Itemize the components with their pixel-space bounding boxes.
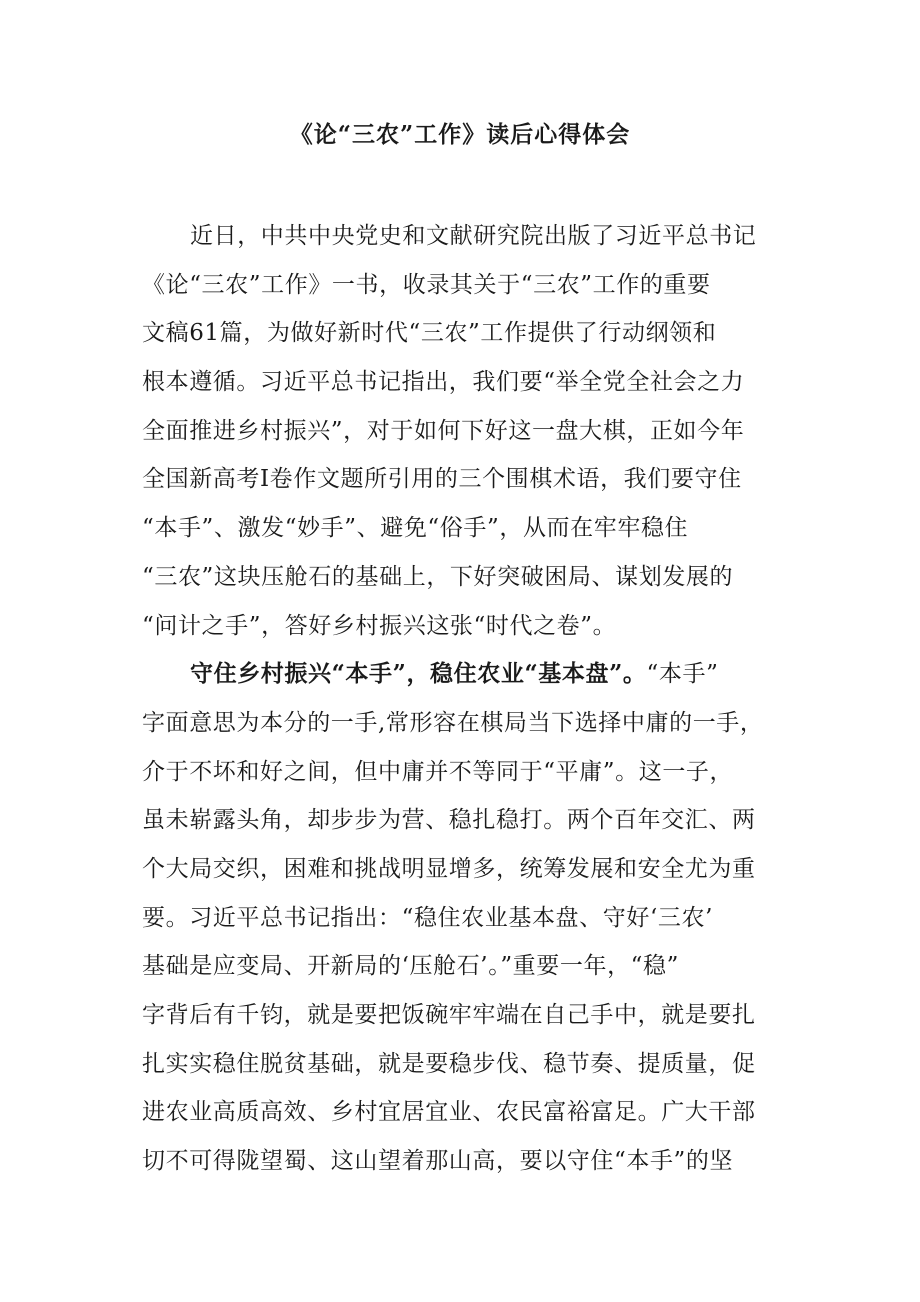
document-title: 《论“三农”工作》读后心得体会 <box>289 121 631 148</box>
text-line: 近日，中共中央党史和文献研究院出版了习近平总书记 <box>190 223 757 249</box>
text-line: 要。习近平总书记指出：“稳住农业基本盘、守好‘三农’ <box>142 904 713 931</box>
text-line: 个大局交织，困难和挑战明显增多，统筹发展和安全尤为重 <box>142 855 756 882</box>
text-line: “本手”、激发“妙手”、避免“俗手”，从而在牢牢稳住 <box>142 515 689 542</box>
document-body <box>142 212 782 1186</box>
text-line: 切不可得陇望蜀、这山望着那山高，要以守住“本手”的坚 <box>142 1148 734 1175</box>
text-line: 扎实实稳住脱贫基础，就是要稳步伐、稳节奏、提质量，促 <box>142 1050 756 1077</box>
text-line: 文稿61篇，为做好新时代“三农”工作提供了行动纲领和 <box>142 320 717 347</box>
text-line: 全面推进乡村振兴”，对于如何下好这一盘大棋，正如今年 <box>142 417 745 444</box>
text-line: 虽未崭露头角，却步步为营、稳扎稳打。两个百年交汇、两 <box>142 807 756 834</box>
text-line: 基础是应变局、开新局的‘压舱石’。”重要一年，“稳” <box>142 953 679 980</box>
text-line: “三农”这块压舱石的基础上，下好突破困局、谋划发展的 <box>142 563 734 590</box>
text-line: 介于不坏和好之间，但中庸并不等同于“平庸”。这一子， <box>142 758 734 785</box>
text-line: 字面意思为本分的一手,常形容在棋局当下选择中庸的一手， <box>142 709 764 736</box>
text-line: “问计之手”，答好乡村振兴这张“时代之卷”。 <box>142 612 617 639</box>
paragraph-heading-line <box>142 650 782 699</box>
text-line: 进农业高质高效、乡村宜居宜业、农民富裕富足。广大干部 <box>142 1099 756 1126</box>
text-line: 《论“三农”工作》一书，收录其关于“三农”工作的重要 <box>142 271 711 298</box>
heading-line-rest: “本手” <box>646 661 719 688</box>
text-line: 字背后有千钧，就是要把饭碗牢牢端在自己手中，就是要扎 <box>142 1002 756 1028</box>
section-heading: 守住乡村振兴“本手”，稳住农业“基本盘”。 <box>190 660 647 688</box>
text-line: 根本遵循。习近平总书记指出，我们要“举全党全社会之力 <box>142 369 745 396</box>
text-line: 全国新高考Ⅰ卷作文题所引用的三个围棋术语，我们要守住 <box>142 466 742 493</box>
